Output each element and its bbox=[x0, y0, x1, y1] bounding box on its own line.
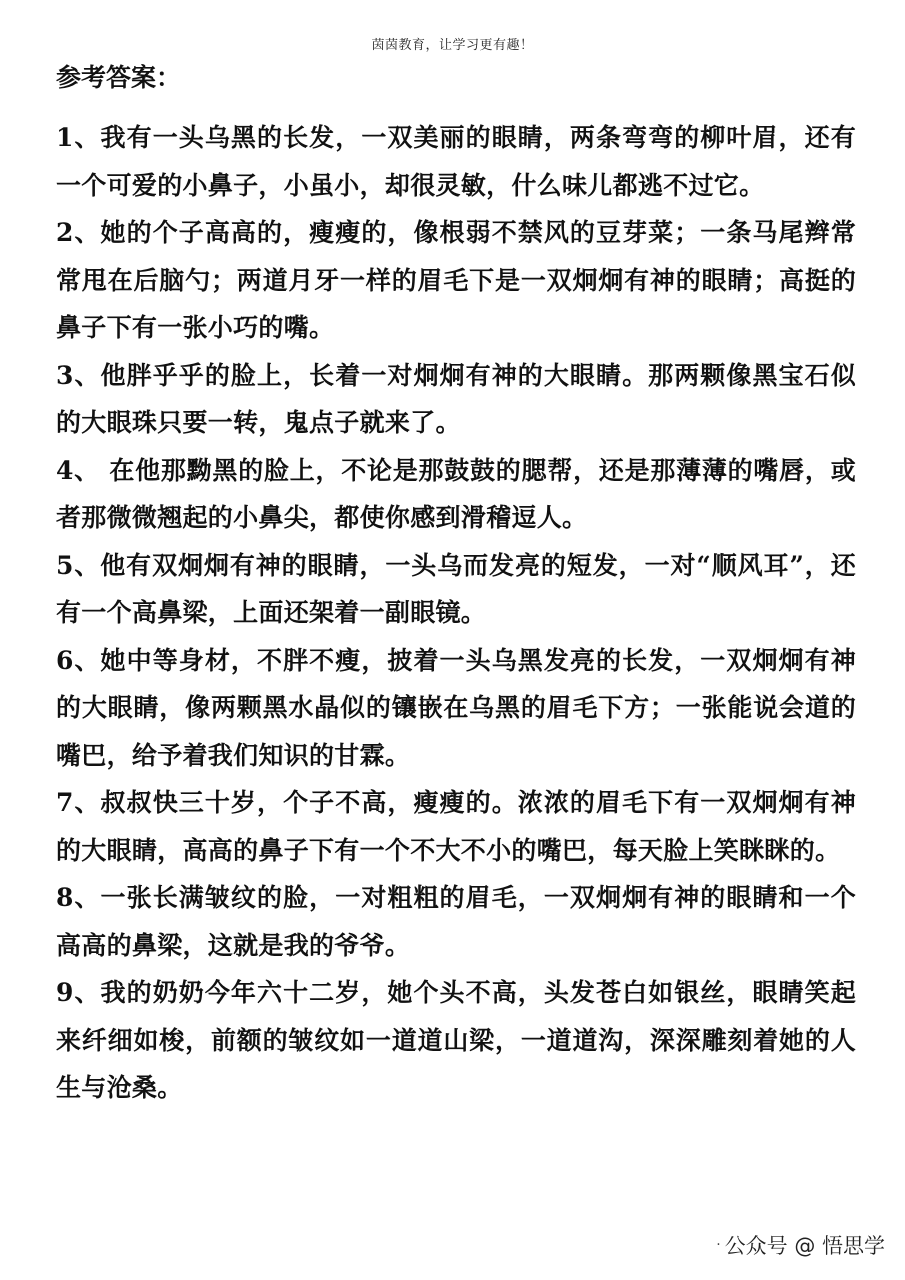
answer-item-3: 3、他胖乎乎的脸上，长着一对炯炯有神的大眼睛。那两颗像黑宝石似的大眼珠只要一转，鬼点子就来了。 bbox=[56, 360, 856, 437]
answer-item-6: 6、她中等身材，不胖不瘦，披着一头乌黑发亮的长发，一双炯炯有神的大眼睛，像两颗黑水晶似的镶嵌在乌黑的眉毛下方；一张能说会道的嘴巴，给予着我们知识的甘霖。 bbox=[56, 645, 856, 770]
section-title: 参考答案： bbox=[56, 63, 182, 92]
answer-item-4: 4、 在他那黝黑的脸上，不论是那鼓鼓的腮帮，还是那薄薄的嘴唇，或者那微微翘起的小鼻尖，都使你感到滑稽逗人。 bbox=[56, 455, 856, 532]
answer-item-1: 1、我有一头乌黑的长发，一双美丽的眼睛，两条弯弯的柳叶眉，还有一个可爱的小鼻子，小虽小，却很灵敏，什么味儿都逃不过它。 bbox=[56, 123, 856, 200]
answer-item-5: 5、他有双炯炯有神的眼睛，一头乌而发亮的短发，一对“顺风耳”，还有一个高鼻梁，上面还架着一副眼镜。 bbox=[56, 550, 856, 627]
watermark-text: 公众号 @ 悟思学 bbox=[724, 1234, 885, 1258]
answer-section bbox=[56, 62, 856, 1112]
wechat-icon: · bbox=[716, 1237, 721, 1253]
answer-item-8: 8、一张长满皱纹的脸，一对粗粗的眉毛，一双炯炯有神的眼睛和一个高高的鼻梁，这就是我的爷爷。 bbox=[56, 883, 856, 960]
answer-list bbox=[56, 114, 856, 1112]
answer-item-7: 7、叔叔快三十岁，个子不高，瘦瘦的。浓浓的眉毛下有一双炯炯有神的大眼睛，高高的鼻子下有一个不大不小的嘴巴，每天脸上笑眯眯的。 bbox=[56, 788, 856, 865]
answer-item-2: 2、她的个子高高的，瘦瘦的，像根弱不禁风的豆芽菜；一条马尾辫常常甩在后脑勺；两道月牙一样的眉毛下是一双炯炯有神的眼睛；高挺的鼻子下有一张小巧的嘴。 bbox=[56, 218, 856, 342]
watermark-footer bbox=[716, 1230, 885, 1260]
answer-item-9: 9、我的奶奶今年六十二岁，她个头不高，头发苍白如银丝，眼睛笑起来纤细如梭，前额的皱纹如一道道山梁，一道道沟，深深雕刻着她的人生与沧桑。 bbox=[56, 978, 856, 1102]
page-header: 茵茵教育，让学习更有趣！ bbox=[371, 38, 534, 53]
